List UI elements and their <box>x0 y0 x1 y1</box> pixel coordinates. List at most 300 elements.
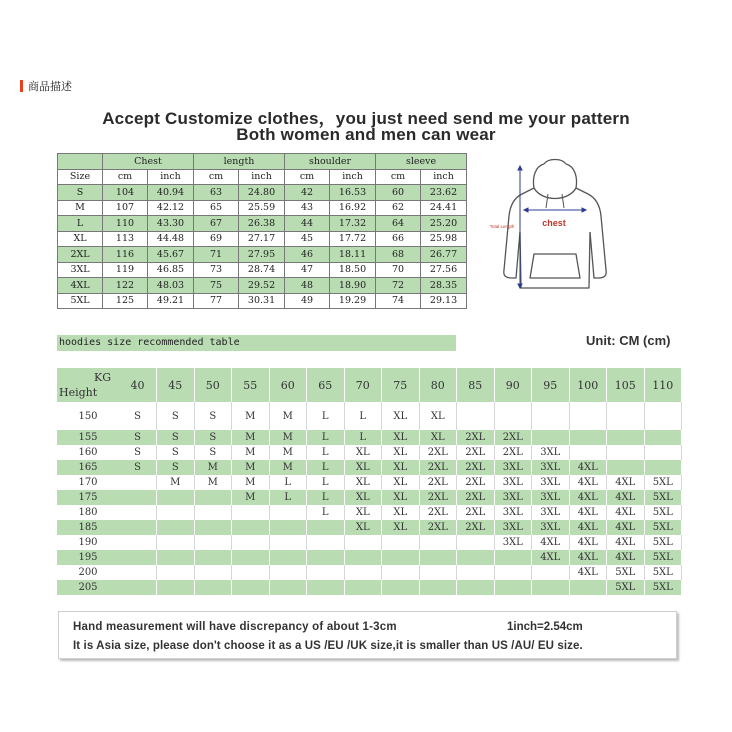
recommended-size-cell <box>307 520 345 535</box>
recommended-size-cell <box>569 402 607 430</box>
measurement-cell: 26.38 <box>239 216 285 232</box>
unit-header: cm <box>285 169 330 185</box>
unit-header: cm <box>376 169 421 185</box>
size-row <box>58 278 467 294</box>
size-row <box>58 185 467 201</box>
recommended-size-cell <box>194 505 232 520</box>
kg-label: KG <box>93 371 111 384</box>
unit-header: inch <box>330 169 376 185</box>
recommended-size-cell: M <box>269 430 307 445</box>
recommended-size-cell: 5XL <box>644 535 682 550</box>
measurement-cell: 18.11 <box>330 247 376 263</box>
measurement-cell: 116 <box>103 247 148 263</box>
recommended-size-cell: M <box>157 475 195 490</box>
measurement-cell: 28.35 <box>421 278 467 294</box>
hoodie-diagram <box>488 152 622 297</box>
size-name-cell: L <box>58 216 103 232</box>
length-label: Total Length <box>489 224 515 229</box>
recommended-size-cell: M <box>232 460 270 475</box>
recommended-size-cell: 5XL <box>644 550 682 565</box>
recommended-size-cell: XL <box>382 505 420 520</box>
measurement-cell: 65 <box>194 200 239 216</box>
weight-header: 110 <box>644 368 682 402</box>
measurement-cell: 44.48 <box>148 231 194 247</box>
recommended-size-cell: M <box>232 490 270 505</box>
recommended-size-cell: 2XL <box>494 445 532 460</box>
recommended-size-cell: L <box>307 505 345 520</box>
recommended-size-cell: XL <box>382 402 420 430</box>
measurement-cell: 28.74 <box>239 262 285 278</box>
recommended-size-cell <box>494 580 532 595</box>
recommended-size-cell: 3XL <box>532 490 570 505</box>
height-cell: 150 <box>57 402 119 430</box>
weight-header: 65 <box>307 368 345 402</box>
recommended-size-cell <box>157 505 195 520</box>
size-row <box>58 293 467 309</box>
recommended-size-cell: XL <box>344 445 382 460</box>
length-label-wrapper <box>488 224 516 246</box>
recommended-size-cell: XL <box>382 430 420 445</box>
recommended-size-cell: 2XL <box>457 490 495 505</box>
unit-header: cm <box>103 169 148 185</box>
recommended-size-cell <box>382 550 420 565</box>
recommended-size-cell: S <box>157 445 195 460</box>
recommended-size-cell: L <box>307 475 345 490</box>
recommended-size-cell: XL <box>419 402 457 430</box>
recommended-size-cell <box>119 550 157 565</box>
recommended-size-cell <box>269 565 307 580</box>
size-row <box>58 200 467 216</box>
size-name-cell: S <box>58 185 103 201</box>
recommended-size-cell: L <box>307 460 345 475</box>
recommended-size-cell: 3XL <box>494 535 532 550</box>
recommended-size-cell <box>569 580 607 595</box>
weight-header: 100 <box>569 368 607 402</box>
recommend-row <box>57 445 682 460</box>
size-name-cell: 2XL <box>58 247 103 263</box>
recommended-size-cell <box>119 565 157 580</box>
recommended-size-cell: S <box>194 445 232 460</box>
recommended-size-cell: 2XL <box>419 475 457 490</box>
recommended-size-cell <box>607 430 645 445</box>
measurement-cell: 26.77 <box>421 247 467 263</box>
measurement-cell: 66 <box>376 231 421 247</box>
measurement-cell: 29.52 <box>239 278 285 294</box>
recommended-size-cell <box>607 460 645 475</box>
recommended-size-cell <box>307 565 345 580</box>
recommended-size-cell: XL <box>382 460 420 475</box>
recommended-size-cell: S <box>119 402 157 430</box>
measurement-cell: 42 <box>285 185 330 201</box>
recommended-size-cell: 2XL <box>419 460 457 475</box>
size-name-cell: 5XL <box>58 293 103 309</box>
recommended-size-cell: 4XL <box>607 550 645 565</box>
recommended-size-cell: L <box>269 490 307 505</box>
recommended-size-cell: 3XL <box>532 460 570 475</box>
recommended-size-cell <box>419 535 457 550</box>
recommended-size-cell <box>119 535 157 550</box>
measurement-cell: 43 <box>285 200 330 216</box>
recommended-size-cell <box>157 580 195 595</box>
size-row <box>58 262 467 278</box>
weight-header: 60 <box>269 368 307 402</box>
recommended-size-cell: L <box>344 402 382 430</box>
recommend-table-body <box>57 402 682 595</box>
recommended-size-cell: M <box>269 402 307 430</box>
recommended-size-cell <box>532 402 570 430</box>
recommend-row <box>57 565 682 580</box>
measurement-cell: 46 <box>285 247 330 263</box>
recommended-size-cell <box>457 565 495 580</box>
recommended-size-cell: S <box>119 445 157 460</box>
recommended-size-cell: 5XL <box>607 580 645 595</box>
weight-header: 105 <box>607 368 645 402</box>
measurement-cell: 44 <box>285 216 330 232</box>
recommended-size-cell <box>232 565 270 580</box>
recommended-size-cell: XL <box>344 520 382 535</box>
recommended-size-cell: 2XL <box>419 445 457 460</box>
recommend-size-table <box>57 368 682 595</box>
recommended-size-cell <box>569 445 607 460</box>
recommended-size-cell <box>644 445 682 460</box>
height-cell: 160 <box>57 445 119 460</box>
measurement-cell: 122 <box>103 278 148 294</box>
recommended-size-cell: XL <box>419 430 457 445</box>
recommended-size-cell: 4XL <box>569 565 607 580</box>
measurement-cell: 68 <box>376 247 421 263</box>
weight-header: 50 <box>194 368 232 402</box>
measurement-cell: 27.56 <box>421 262 467 278</box>
recommended-size-cell <box>194 580 232 595</box>
measurement-cell: 25.59 <box>239 200 285 216</box>
recommended-size-cell: 5XL <box>607 565 645 580</box>
recommended-size-cell <box>457 580 495 595</box>
recommended-size-cell: 4XL <box>607 490 645 505</box>
recommended-size-cell: 3XL <box>494 460 532 475</box>
measurement-cell: 24.41 <box>421 200 467 216</box>
recommended-size-cell: S <box>157 430 195 445</box>
recommended-size-cell: L <box>344 430 382 445</box>
weight-header: 75 <box>382 368 420 402</box>
recommended-size-cell <box>119 580 157 595</box>
height-cell: 205 <box>57 580 119 595</box>
recommended-size-cell: 5XL <box>644 580 682 595</box>
size-row <box>58 231 467 247</box>
group-header: shoulder <box>285 154 376 170</box>
recommended-size-cell: 4XL <box>569 550 607 565</box>
weight-header: 55 <box>232 368 270 402</box>
recommended-size-cell <box>532 430 570 445</box>
recommend-row <box>57 460 682 475</box>
kg-height-corner <box>57 368 119 402</box>
recommended-size-cell <box>194 490 232 505</box>
recommend-row <box>57 580 682 595</box>
recommended-size-cell: S <box>157 460 195 475</box>
recommended-size-cell <box>119 505 157 520</box>
unit-label: Unit: CM (cm) <box>586 333 671 348</box>
recommended-size-cell: 4XL <box>569 460 607 475</box>
recommended-size-cell <box>494 565 532 580</box>
height-cell: 165 <box>57 460 119 475</box>
height-cell: 170 <box>57 475 119 490</box>
recommended-size-cell: XL <box>382 445 420 460</box>
measurement-cell: 70 <box>376 262 421 278</box>
section-heading <box>20 78 72 94</box>
measurement-cell: 30.31 <box>239 293 285 309</box>
recommended-size-cell: 2XL <box>457 475 495 490</box>
recommended-size-cell: 4XL <box>569 520 607 535</box>
measurement-cell: 49.21 <box>148 293 194 309</box>
chest-label: chest <box>542 218 566 228</box>
recommended-size-cell <box>607 445 645 460</box>
height-cell: 155 <box>57 430 119 445</box>
recommended-size-cell <box>307 550 345 565</box>
recommended-size-cell: S <box>119 460 157 475</box>
measurement-cell: 27.17 <box>239 231 285 247</box>
size-row <box>58 216 467 232</box>
measurement-cell: 62 <box>376 200 421 216</box>
recommended-size-cell <box>232 550 270 565</box>
recommended-size-cell <box>157 490 195 505</box>
recommended-size-cell: XL <box>382 490 420 505</box>
recommended-size-cell: S <box>157 402 195 430</box>
accent-bar <box>20 80 23 92</box>
size-table-body <box>58 185 467 309</box>
measurement-cell: 16.92 <box>330 200 376 216</box>
recommended-size-cell <box>494 550 532 565</box>
recommended-size-cell: L <box>307 430 345 445</box>
height-cell: 185 <box>57 520 119 535</box>
measurement-cell: 74 <box>376 293 421 309</box>
recommended-size-cell <box>157 550 195 565</box>
recommend-banner: hoodies size recommended table <box>57 335 456 351</box>
measurement-cell: 77 <box>194 293 239 309</box>
recommended-size-cell: 3XL <box>494 490 532 505</box>
recommended-size-cell: 4XL <box>532 550 570 565</box>
recommended-size-cell: 4XL <box>607 475 645 490</box>
note-discrepancy: Hand measurement will have discrepancy of about 1-3cm <box>73 621 397 633</box>
measurement-cell: 71 <box>194 247 239 263</box>
recommended-size-cell <box>119 475 157 490</box>
recommended-size-cell: S <box>194 430 232 445</box>
group-header: length <box>194 154 285 170</box>
recommended-size-cell: 4XL <box>607 520 645 535</box>
recommended-size-cell: XL <box>344 490 382 505</box>
measurement-cell: 19.29 <box>330 293 376 309</box>
recommended-size-cell: XL <box>382 475 420 490</box>
recommended-size-cell <box>269 535 307 550</box>
recommended-size-cell <box>269 505 307 520</box>
recommended-size-cell <box>232 520 270 535</box>
recommended-size-cell: 2XL <box>457 460 495 475</box>
recommended-size-cell <box>644 460 682 475</box>
recommended-size-cell <box>494 402 532 430</box>
recommended-size-cell <box>457 535 495 550</box>
recommended-size-cell: 4XL <box>607 535 645 550</box>
recommended-size-cell: 3XL <box>532 445 570 460</box>
recommended-size-cell <box>419 580 457 595</box>
recommended-size-cell: L <box>307 445 345 460</box>
recommend-row <box>57 475 682 490</box>
recommended-size-cell: 5XL <box>644 475 682 490</box>
recommend-row <box>57 535 682 550</box>
measurement-cell: 17.72 <box>330 231 376 247</box>
measurement-cell: 119 <box>103 262 148 278</box>
recommended-size-cell <box>344 565 382 580</box>
recommended-size-cell: M <box>269 460 307 475</box>
measurement-cell: 49 <box>285 293 330 309</box>
measurement-cell: 104 <box>103 185 148 201</box>
recommended-size-cell: 2XL <box>457 430 495 445</box>
recommended-size-cell: 4XL <box>607 505 645 520</box>
measurement-cell: 18.50 <box>330 262 376 278</box>
measurement-notes <box>58 611 677 659</box>
recommend-row <box>57 550 682 565</box>
recommended-size-cell <box>194 535 232 550</box>
measurement-cell: 40.94 <box>148 185 194 201</box>
recommended-size-cell: 3XL <box>532 505 570 520</box>
recommended-size-cell <box>269 550 307 565</box>
recommended-size-cell: M <box>194 475 232 490</box>
recommended-size-cell: M <box>232 445 270 460</box>
height-cell: 190 <box>57 535 119 550</box>
measurement-cell: 69 <box>194 231 239 247</box>
measurement-cell: 43.30 <box>148 216 194 232</box>
recommended-size-cell: 2XL <box>419 490 457 505</box>
recommended-size-cell: 3XL <box>494 520 532 535</box>
weight-header: 80 <box>419 368 457 402</box>
size-row <box>58 247 467 263</box>
size-name-cell: M <box>58 200 103 216</box>
recommended-size-cell: 2XL <box>457 520 495 535</box>
recommended-size-cell: L <box>269 475 307 490</box>
recommended-size-cell <box>644 430 682 445</box>
measurement-cell: 110 <box>103 216 148 232</box>
measurement-cell: 46.85 <box>148 262 194 278</box>
recommended-size-cell <box>269 520 307 535</box>
recommended-size-cell: 3XL <box>532 520 570 535</box>
weight-header: 85 <box>457 368 495 402</box>
measurement-cell: 48.03 <box>148 278 194 294</box>
measurement-cell: 23.62 <box>421 185 467 201</box>
recommended-size-cell <box>307 580 345 595</box>
measurement-cell: 113 <box>103 231 148 247</box>
measurement-cell: 47 <box>285 262 330 278</box>
recommended-size-cell: 2XL <box>457 445 495 460</box>
recommend-row <box>57 430 682 445</box>
measurement-cell: 29.13 <box>421 293 467 309</box>
recommended-size-cell: XL <box>344 475 382 490</box>
recommended-size-cell <box>382 580 420 595</box>
recommended-size-cell: 5XL <box>644 490 682 505</box>
recommended-size-cell: XL <box>344 505 382 520</box>
weight-header: 45 <box>157 368 195 402</box>
size-header-blank <box>58 154 103 170</box>
recommend-row <box>57 490 682 505</box>
recommended-size-cell <box>194 520 232 535</box>
recommended-size-cell <box>194 550 232 565</box>
measurement-cell: 67 <box>194 216 239 232</box>
recommended-size-cell <box>569 430 607 445</box>
unit-header: inch <box>421 169 467 185</box>
recommended-size-cell <box>457 402 495 430</box>
height-cell: 175 <box>57 490 119 505</box>
recommend-row <box>57 505 682 520</box>
recommended-size-cell: L <box>307 402 345 430</box>
recommended-size-cell <box>532 565 570 580</box>
recommended-size-cell: XL <box>344 460 382 475</box>
measurement-cell: 64 <box>376 216 421 232</box>
size-measurement-table <box>57 153 467 309</box>
measurement-cell: 25.98 <box>421 231 467 247</box>
recommended-size-cell <box>307 535 345 550</box>
size-name-cell: 4XL <box>58 278 103 294</box>
recommended-size-cell <box>344 550 382 565</box>
measurement-cell: 45.67 <box>148 247 194 263</box>
recommended-size-cell: 2XL <box>494 430 532 445</box>
measurement-cell: 25.20 <box>421 216 467 232</box>
weight-header: 95 <box>532 368 570 402</box>
recommend-row <box>57 402 682 430</box>
measurement-cell: 73 <box>194 262 239 278</box>
recommended-size-cell: 5XL <box>644 565 682 580</box>
group-header: sleeve <box>376 154 467 170</box>
measurement-cell: 63 <box>194 185 239 201</box>
recommended-size-cell: M <box>232 402 270 430</box>
note-asia-size: It is Asia size, please don't choose it as a US /EU /UK size,it is smaller than US /AU/ EU size. <box>73 640 583 652</box>
recommended-size-cell: M <box>232 475 270 490</box>
recommended-size-cell <box>382 535 420 550</box>
section-title: 商品描述 <box>28 81 72 93</box>
measurement-cell: 16.53 <box>330 185 376 201</box>
group-header: Chest <box>103 154 194 170</box>
recommended-size-cell: 5XL <box>644 520 682 535</box>
recommended-size-cell: S <box>194 402 232 430</box>
headline-line-1: Accept Customize clothes，you just need send me your pattern <box>102 109 630 128</box>
measurement-cell: 24.80 <box>239 185 285 201</box>
recommended-size-cell <box>269 580 307 595</box>
recommended-size-cell: L <box>307 490 345 505</box>
unit-header: inch <box>239 169 285 185</box>
recommended-size-cell: 3XL <box>494 475 532 490</box>
recommended-size-cell <box>232 580 270 595</box>
measurement-cell: 45 <box>285 231 330 247</box>
size-name-cell: XL <box>58 231 103 247</box>
measurement-cell: 48 <box>285 278 330 294</box>
recommended-size-cell <box>119 520 157 535</box>
size-name-cell: 3XL <box>58 262 103 278</box>
weight-header: 40 <box>119 368 157 402</box>
recommended-size-cell <box>157 520 195 535</box>
recommended-size-cell: 2XL <box>457 505 495 520</box>
recommended-size-cell <box>157 535 195 550</box>
recommended-size-cell <box>607 402 645 430</box>
measurement-cell: 60 <box>376 185 421 201</box>
recommended-size-cell: 2XL <box>419 505 457 520</box>
measurement-cell: 42.12 <box>148 200 194 216</box>
recommended-size-cell <box>344 535 382 550</box>
recommended-size-cell: 4XL <box>532 535 570 550</box>
recommended-size-cell: 3XL <box>532 475 570 490</box>
weight-header: 90 <box>494 368 532 402</box>
recommended-size-cell <box>419 565 457 580</box>
unit-header: cm <box>194 169 239 185</box>
height-cell: 200 <box>57 565 119 580</box>
recommended-size-cell: 4XL <box>569 505 607 520</box>
note-inch-conversion: 1inch=2.54cm <box>507 621 583 633</box>
recommended-size-cell: 2XL <box>419 520 457 535</box>
recommended-size-cell <box>119 490 157 505</box>
